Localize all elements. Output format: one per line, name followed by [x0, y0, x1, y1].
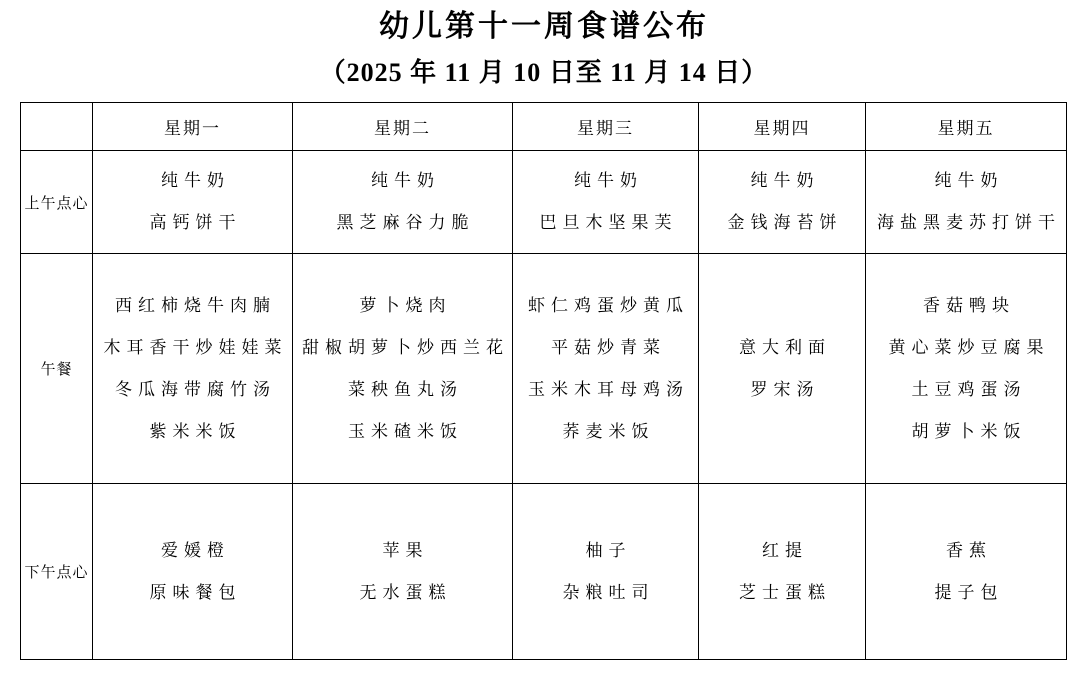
menu-item: 高钙饼干	[149, 213, 242, 232]
menu-item: 荞麦米饭	[562, 421, 655, 441]
cell-morning-thursday	[699, 151, 866, 254]
menu-item: 玉米木耳母鸡汤	[528, 379, 689, 399]
menu-item: 虾仁鸡蛋炒黄瓜	[528, 295, 689, 315]
menu-item: 柚子	[585, 540, 632, 560]
menu-item: 红提	[762, 540, 808, 560]
row-label-lunch: 午餐	[21, 254, 93, 484]
menu-item: 爱媛橙	[161, 540, 230, 560]
page-title: 幼儿第十一周食谱公布	[379, 10, 709, 43]
menu-item: 玉米碴米饭	[348, 421, 463, 441]
menu-item: 纯牛奶	[934, 171, 1004, 190]
menu-item: 萝卜烧肉	[359, 295, 452, 315]
menu-item: 香菇鸭块	[923, 295, 1015, 315]
day-header-wednesday: 星期三	[513, 103, 699, 151]
cell-lunch-tuesday	[293, 254, 513, 484]
menu-item: 土豆鸡蛋汤	[911, 379, 1027, 399]
menu-table	[20, 102, 1067, 660]
row-label-afternoon-snack: 下午点心	[21, 484, 93, 660]
menu-item: 罗宋汤	[750, 379, 820, 399]
menu-item: 杂粮吐司	[562, 582, 655, 602]
menu-item: 木耳香干炒娃娃菜	[103, 337, 288, 357]
cell-lunch-thursday	[699, 254, 866, 484]
day-header-monday: 星期一	[93, 103, 293, 151]
cell-afternoon-monday	[93, 484, 293, 660]
corner-cell	[21, 103, 93, 151]
header-row	[21, 103, 1067, 151]
row-morning-snack	[21, 151, 1067, 254]
menu-item: 提子包	[934, 582, 1004, 602]
menu-item: 平菇炒青菜	[551, 337, 666, 357]
cell-morning-tuesday	[293, 151, 513, 254]
menu-item: 苹果	[382, 540, 429, 560]
row-afternoon-snack	[21, 484, 1067, 660]
day-header-tuesday: 星期二	[293, 103, 513, 151]
menu-item: 原味餐包	[149, 582, 242, 602]
cell-afternoon-friday	[866, 484, 1067, 660]
menu-item: 纯牛奶	[161, 171, 230, 190]
cell-afternoon-thursday	[699, 484, 866, 660]
menu-item: 无水蛋糕	[359, 582, 452, 602]
menu-item: 纯牛奶	[574, 171, 643, 190]
cell-lunch-friday	[866, 254, 1067, 484]
cell-morning-wednesday	[513, 151, 699, 254]
cell-morning-monday	[93, 151, 293, 254]
menu-item: 芝士蛋糕	[739, 582, 831, 602]
menu-item: 海盐黑麦苏打饼干	[877, 213, 1061, 232]
menu-item: 香蕉	[946, 540, 992, 560]
cell-morning-friday	[866, 151, 1067, 254]
page-subtitle: （2025 年 11 月 10 日至 11 月 14 日）	[319, 58, 769, 87]
row-lunch	[21, 254, 1067, 484]
cell-lunch-monday	[93, 254, 293, 484]
cell-afternoon-tuesday	[293, 484, 513, 660]
row-label-morning-snack: 上午点心	[21, 151, 93, 254]
cell-afternoon-wednesday	[513, 484, 699, 660]
menu-item: 纯牛奶	[371, 171, 440, 190]
menu-item: 金钱海苔饼	[727, 213, 843, 232]
menu-item: 纯牛奶	[750, 171, 820, 190]
menu-item: 胡萝卜米饭	[911, 421, 1027, 441]
menu-item: 黑芝麻谷力脆	[336, 213, 475, 232]
cell-lunch-wednesday	[513, 254, 699, 484]
menu-item: 黄心菜炒豆腐果	[888, 337, 1050, 357]
menu-item: 意大利面	[739, 337, 831, 357]
menu-item: 菜秧鱼丸汤	[348, 379, 463, 399]
menu-item: 甜椒胡萝卜炒西兰花	[302, 337, 509, 357]
day-header-friday: 星期五	[866, 103, 1067, 151]
day-header-thursday: 星期四	[699, 103, 866, 151]
menu-item: 紫米米饭	[149, 421, 242, 441]
menu-item: 巴旦木坚果芙	[539, 213, 678, 232]
menu-item: 冬瓜海带腐竹汤	[115, 379, 276, 399]
menu-item: 西红柿烧牛肉腩	[115, 295, 276, 315]
